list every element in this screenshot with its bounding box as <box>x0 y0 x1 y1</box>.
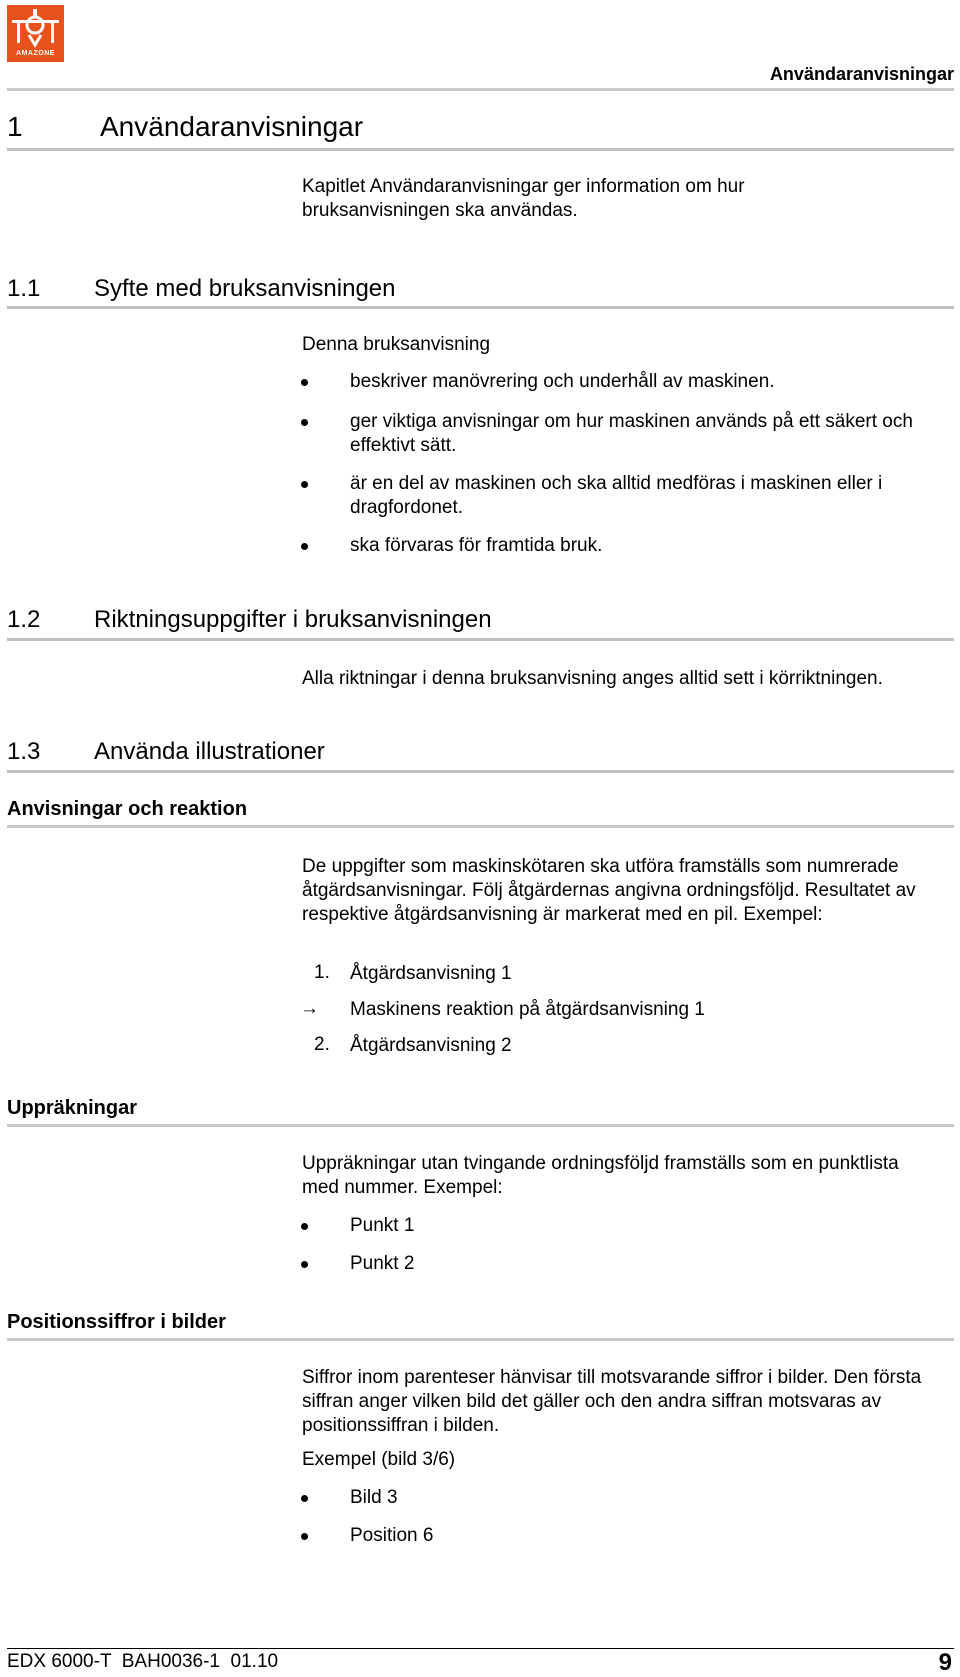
step-number: 1. <box>314 962 330 983</box>
list-item: ska förvaras för framtida bruk. <box>350 535 603 556</box>
subsection-text: De uppgifter som maskinskötaren ska utföra framställs som numrerade åtgärdsanvisningar. Följ åtgärdernas angivna ordningsföljd. Resultatet av respektive åtgärdsanvisning är markerat med en pil. Exempel: <box>302 856 916 925</box>
bullet-icon <box>301 1495 308 1502</box>
running-title: Användaranvisningar <box>769 64 954 84</box>
section-1-3-divider <box>7 770 954 773</box>
amazone-logo <box>7 5 64 62</box>
section-1-2-divider <box>7 638 954 641</box>
list-item: beskriver manövrering och underhåll av maskinen. <box>350 371 775 392</box>
subsection-divider <box>7 825 954 828</box>
bullet-icon <box>301 481 308 488</box>
subsection-text: Uppräkningar utan tvingande ordningsföljd framställs som en punktlista med nummer. Exempel: <box>302 1153 899 1198</box>
list-item: Bild 3 <box>350 1487 398 1508</box>
reaction-item: Maskinens reaktion på åtgärdsanvisning 1 <box>350 999 705 1020</box>
section-1-3-number: 1.3 <box>7 738 41 765</box>
section-1-2-text: Alla riktningar i denna bruksanvisning anges alltid sett i körriktningen. <box>302 668 883 689</box>
subsection-divider <box>7 1124 954 1127</box>
page-number: 9 <box>938 1649 952 1676</box>
section-1-1-divider <box>7 306 954 309</box>
footer-divider <box>7 1648 954 1649</box>
section-1-1-number: 1.1 <box>7 275 41 302</box>
step-item: Åtgärdsanvisning 1 <box>350 963 512 984</box>
list-item: ger viktiga anvisningar om hur maskinen används på ett säkert och effektivt sätt. <box>350 411 913 456</box>
chapter-number: 1 <box>7 111 23 142</box>
chapter-divider <box>7 148 954 151</box>
bullet-icon <box>301 1261 308 1268</box>
subsection-title: Anvisningar och reaktion <box>7 798 248 820</box>
section-1-1-lead: Denna bruksanvisning <box>302 334 491 355</box>
example-label: Exempel (bild 3/6) <box>302 1449 456 1470</box>
step-number: 2. <box>314 1034 330 1055</box>
header-divider <box>7 88 954 91</box>
section-1-2-number: 1.2 <box>7 606 41 633</box>
bullet-icon <box>301 379 308 386</box>
bullet-icon <box>301 419 308 426</box>
arrow-right-icon: → <box>300 998 319 1019</box>
footer-doc-id: EDX 6000-T BAH0036-1 01.10 <box>7 1651 279 1672</box>
bullet-icon <box>301 1223 308 1230</box>
bullet-icon <box>301 543 308 550</box>
subsection-title: Positionssiffror i bilder <box>7 1311 226 1333</box>
section-1-3-title: Använda illustrationer <box>94 738 325 765</box>
list-item: Punkt 1 <box>350 1215 415 1236</box>
subsection-title: Uppräkningar <box>7 1097 138 1119</box>
step-item: Åtgärdsanvisning 2 <box>350 1035 512 1056</box>
section-1-1-title: Syfte med bruksanvisningen <box>94 275 396 302</box>
list-item: Punkt 2 <box>350 1253 415 1274</box>
list-item: är en del av maskinen och ska alltid medföras i maskinen eller i dragfordonet. <box>350 473 883 518</box>
subsection-divider <box>7 1338 954 1341</box>
logo-text: AMAZONE <box>16 50 55 57</box>
subsection-text: Siffror inom parenteser hänvisar till motsvarande siffror i bilder. Den första siffran anger vilken bild det gäller och den andra siffran motsvaras av positionssiffran i bilden. <box>302 1367 922 1436</box>
chapter-intro: Kapitlet Användaranvisningar ger information om hur bruksanvisningen ska användas. <box>302 176 745 221</box>
section-1-2-title: Riktningsuppgifter i bruksanvisningen <box>94 606 492 633</box>
list-item: Position 6 <box>350 1525 434 1546</box>
chapter-title: Användaranvisningar <box>100 111 364 142</box>
bullet-icon <box>301 1533 308 1540</box>
